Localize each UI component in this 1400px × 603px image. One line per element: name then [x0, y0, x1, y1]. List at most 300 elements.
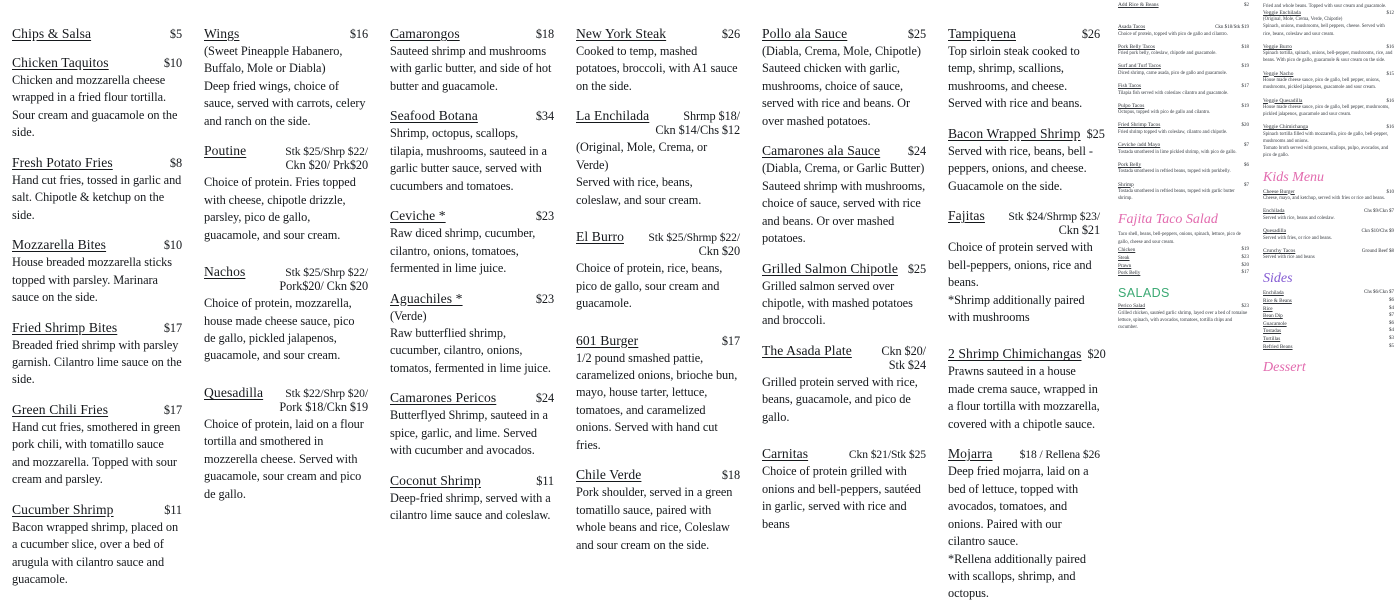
mini-item-description: Spinach tortilla filled with mozzarella, pico de gallo, bell-pepper, mushrooms and onions. Tomato broth served with prawns, scallops, pulpo, avocados, and pico de gallo. — [1263, 131, 1389, 159]
menu-item[interactable] — [948, 346, 1106, 433]
menu-item-price: $5 — [169, 27, 182, 41]
menu-item[interactable] — [12, 502, 182, 589]
menu-item-description: (Diabla, Crema, Mole, Chipotle) Sauteed chicken with garlic, mushrooms, choice of sauce, served with rice and beans. Or over mashed potatoes. — [762, 44, 921, 128]
menu-item-name: Fajitas — [948, 208, 985, 224]
mini-item-price: $17 — [1241, 84, 1249, 90]
menu-item[interactable] — [390, 473, 554, 525]
mini-menu-item[interactable] — [1118, 182, 1249, 203]
mini-left-column — [1110, 0, 1255, 500]
mini-menu-item-header — [1118, 142, 1249, 148]
fajita-salad-desc: Taco shell, beans, bell-peppers, onions, spinach, lettuce, pico de gallo, cheese and sour cream. — [1118, 232, 1241, 245]
menu-item-name: Mojarra — [948, 446, 993, 462]
mini-row-name: Enchilada — [1263, 290, 1284, 297]
menu-item-header — [390, 108, 554, 124]
menu-item-name: Chicken Taquitos — [12, 55, 109, 70]
mini-item-description: Tostada smothered in refried beans, topped with porkbelly. — [1118, 169, 1231, 175]
menu-item-description: Chicken and mozzarella cheese wrapped in a fried flour tortilla. Sour cream and guacamole on the side. — [12, 73, 178, 140]
menu-item-description: Sauteed shrimp and mushrooms with garlic butter, and side of hot butter and guacamole. — [390, 44, 552, 93]
menu-item-price: $18 — [721, 468, 740, 483]
mini-row-name: Steak — [1118, 254, 1130, 261]
menu-item-price: $24 — [535, 391, 554, 406]
menu-item[interactable] — [12, 155, 182, 224]
mini-item-name: Pulpo Tacos — [1118, 102, 1145, 109]
menu-item[interactable] — [576, 333, 740, 455]
menu-column-appetizers-1 — [0, 26, 192, 587]
menu-column-seafood — [378, 26, 564, 523]
menu-item[interactable] — [390, 390, 554, 459]
menu-item-price: $23 — [535, 209, 554, 224]
menu-item-name: Fried Shrimp Bites — [12, 319, 118, 335]
menu-item-description: Choice of protein grilled with onions and bell-peppers, sautéed in garlic, served with rice and beans — [762, 464, 921, 531]
menu-item-price: Ckn $21/Stk $25 — [848, 448, 926, 462]
mini-price-row[interactable] — [1263, 313, 1394, 319]
menu-item-price: $17 — [721, 333, 740, 348]
menu-item-header — [12, 237, 182, 253]
mini-row-name: Rice & Beans — [1263, 297, 1292, 304]
menu-item-price-secondary: Ckn $21 — [1058, 223, 1100, 238]
menu-item-name: Cucumber Shrimp — [12, 501, 114, 517]
mini-menu-item[interactable] — [1263, 124, 1394, 159]
mini-item-price: $10 — [1386, 189, 1394, 195]
mini-item-name: Cheese Burger — [1263, 188, 1295, 195]
mini-item-price: $18 — [1241, 44, 1249, 50]
menu-item-header — [948, 26, 1100, 42]
menu-item-header — [12, 320, 182, 336]
mini-row-name: Prawn — [1118, 262, 1132, 269]
mini-menu-item-header — [1263, 10, 1394, 16]
mini-sides-rows — [1263, 290, 1394, 349]
menu-item[interactable] — [12, 402, 182, 489]
menu-item-header — [204, 26, 368, 42]
menu-item-name: Poutine — [204, 143, 247, 159]
menu-item-price: $24 — [907, 144, 926, 159]
mini-price-row[interactable] — [1263, 336, 1394, 342]
mini-item-price: $16 — [1386, 98, 1394, 104]
menu-item[interactable] — [948, 446, 1100, 603]
mini-item-description: Tostada smothered in lime pickled shrimp, with pico de gallo. — [1118, 149, 1237, 155]
menu-item[interactable] — [948, 26, 1100, 113]
menu-item-header — [576, 333, 740, 349]
mini-item-name: Fish Tacos — [1118, 83, 1142, 90]
mini-menu-item-header — [1263, 71, 1394, 77]
menu-item[interactable] — [576, 108, 740, 209]
mini-item-name: Add Rice & Beans — [1118, 2, 1159, 8]
menu-item-name: Tampiquena — [948, 26, 1016, 41]
menu-item-price: $18 — [535, 27, 554, 41]
mini-price-row[interactable] — [1118, 247, 1249, 253]
menu-item-description: 1/2 pound smashed pattie, caramelized onions, brioche bun, mayo, house tarter, lettuce, tomatoes, and caramelized onions. Served with hand cut fries. — [576, 350, 738, 452]
mini-row-price: $5 — [1389, 343, 1394, 349]
menu-item[interactable] — [12, 26, 182, 42]
menu-column-entrees-1 — [564, 26, 750, 552]
menu-item-header — [390, 208, 554, 224]
menu-item-header — [390, 291, 554, 307]
mini-menu-item-header — [1263, 189, 1394, 195]
mini-item-price: $20 — [1241, 123, 1249, 129]
menu-item-name: Green Chili Fries — [12, 401, 109, 417]
mini-row-name: Guacamole — [1263, 320, 1287, 327]
mini-menu-item[interactable] — [1118, 63, 1249, 77]
mini-item-description: Served with rice, beans and coleslaw. — [1263, 215, 1335, 221]
menu-item-description: Grilled protein served with rice, beans, guacamole, and pico de gallo. — [762, 374, 918, 424]
mini-menu-item-header — [1118, 103, 1249, 109]
mini-menu-item[interactable] — [1263, 44, 1394, 65]
mini-item-price: $2 — [1244, 3, 1249, 8]
mini-item-description: Octopus, topped with pico de gallo and cilantro. — [1118, 110, 1211, 116]
mini-menu-item-header — [1118, 24, 1249, 30]
menu-item-description: Deep-fried shrimp, served with a cilantro lime sauce and coleslaw. — [390, 490, 551, 523]
menu-item[interactable] — [390, 291, 554, 378]
mini-top-note — [1118, 2, 1249, 8]
mini-row-price: $6 — [1389, 297, 1394, 303]
menu-item[interactable] — [576, 229, 740, 312]
mini-item-name: Veggie Enchilada — [1263, 9, 1301, 16]
menu-item-description: Choice of protein, mozzarella, house made cheese sauce, pico de gallo, pickled jalapenos, guacamole, and sour cream. — [204, 296, 355, 363]
mini-row-name: Bean Dip — [1263, 313, 1283, 320]
mini-item-name: Veggie Quesadilla — [1263, 97, 1303, 104]
menu-item-price: $25 — [907, 27, 926, 41]
menu-item[interactable] — [576, 26, 740, 95]
menu-item[interactable] — [762, 143, 926, 247]
menu-item-name: Camarongos — [390, 26, 460, 41]
menu-item[interactable] — [204, 264, 368, 365]
menu-item-description: Cooked to temp, mashed potatoes, broccoli, with A1 sauce on the side. — [576, 44, 738, 93]
menu-item-price: $8 — [169, 155, 182, 170]
mini-veggie-list — [1263, 10, 1394, 160]
menu-item-price: $18 / Rellena $26 — [1019, 448, 1100, 462]
menu-item-name: Wings — [204, 26, 240, 41]
mini-item-name: Shrimp — [1118, 181, 1134, 188]
mini-menu-item-header — [1118, 303, 1249, 309]
mini-item-name: Asada Tacos — [1118, 24, 1146, 30]
menu-item-price: $11 — [164, 502, 182, 517]
mini-item-description: Fried pork belly, coleslaw, chipotle and guacamole. — [1118, 51, 1217, 57]
mini-row-name: Rice — [1263, 305, 1273, 312]
mini-menu-item-header — [1118, 122, 1249, 128]
menu-item-header — [576, 26, 740, 42]
menu-item-price: $25 — [907, 261, 926, 276]
menu-item-header — [948, 208, 1100, 224]
menu-item-price: Stk $25/Shrmp $22/ — [648, 231, 740, 245]
mini-menu-item[interactable] — [1263, 71, 1394, 92]
menu-item[interactable] — [390, 208, 554, 277]
menu-item-description: (Sweet Pineapple Habanero, Buffalo, Mole or Diabla) Deep fried wings, choice of sauce, served with carrots, celery and ranch on the side. — [204, 44, 366, 128]
menu-item-price: Stk $25/Shrp $22/ — [285, 145, 368, 159]
menu-item-header — [762, 446, 926, 462]
fajita-salad-price-rows — [1118, 247, 1249, 276]
mini-item-name: Pork Belly Tacos — [1118, 43, 1155, 50]
mini-row-price: $17 — [1241, 270, 1249, 276]
menu-item-header — [12, 155, 182, 171]
menu-item-price: Stk $25/Shrp $22/ — [285, 266, 368, 280]
menu-item-name: La Enchilada — [576, 108, 650, 124]
mini-price-row[interactable] — [1263, 306, 1394, 312]
mini-menu-item[interactable] — [1263, 98, 1394, 119]
mini-menu-item[interactable] — [1118, 303, 1249, 331]
menu-item-description: Choice of protein. Fries topped with cheese, chipotle drizzle, parsley, pico de gallo, guacamole, and sour cream. — [204, 175, 356, 242]
mini-tostadas-list — [1118, 142, 1249, 202]
menu-item-header — [204, 264, 368, 280]
mini-top-desc: Fried and whole beans. Topped with sour cream and guacamole. — [1263, 3, 1387, 9]
menu-item-description: Shrimp, octopus, scallops, tilapia, mushrooms, sauteed in a garlic butter sauce, served with cucumbers and tomatoes. — [390, 126, 547, 193]
menu-item-price-secondary: Ckn $20 — [698, 244, 740, 259]
menu-item-name: Mozzarella Bites — [12, 237, 107, 253]
mini-menu-item-header — [1118, 83, 1249, 89]
mini-row-name: Tostadas — [1263, 328, 1282, 335]
menu-item-header — [762, 26, 926, 42]
menu-item[interactable] — [948, 125, 1105, 195]
mini-menu-item[interactable] — [1263, 248, 1394, 262]
menu-item-name: Seafood Botana — [390, 108, 478, 124]
mini-tacos-list — [1118, 24, 1249, 136]
mini-menu-item[interactable] — [1118, 44, 1249, 58]
section-title-kids-menu: Kids Menu — [1263, 169, 1325, 185]
menu-item[interactable] — [204, 385, 368, 503]
mini-row-price: Chs $6/Ckn $7 — [1363, 290, 1394, 296]
mini-item-price: $7 — [1244, 182, 1249, 188]
mini-menu-item[interactable] — [1118, 142, 1249, 156]
mini-menu-item-header — [1263, 208, 1394, 214]
mini-item-price: $16 — [1386, 44, 1394, 50]
menu-item-name: 2 Shrimp Chimichangas — [948, 346, 1082, 362]
menu-item-name: Grilled Salmon Chipotle — [762, 260, 898, 276]
mini-price-row[interactable] — [1118, 270, 1249, 276]
menu-item-price: $23 — [535, 291, 554, 306]
mini-item-name: Ceviche /add Mayo — [1118, 142, 1161, 149]
mini-item-price: Ground Beef $8 — [1361, 248, 1394, 254]
menu-item-price: $10 — [163, 56, 182, 70]
menu-item-description: Raw diced shrimp, cucumber, cilantro, onions, tomatoes, fermented in lime juice. — [390, 226, 536, 276]
menu-item-header — [12, 502, 182, 518]
section-title-salads: SALADS — [1118, 286, 1170, 301]
menu-item-description: (Original, Mole, Crema, or Verde) Served with rice, beans, coleslaw, and sour cream. — [576, 140, 708, 207]
menu-item[interactable] — [12, 237, 182, 306]
menu-item[interactable] — [204, 26, 368, 130]
mini-item-price: $6 — [1244, 162, 1249, 168]
mini-item-name: Quesadilla — [1263, 228, 1287, 234]
mini-menu-item-header — [1118, 182, 1249, 188]
menu-item-description: Served with rice, beans, bell - peppers, onions, and cheese. Guacamole on the side. — [948, 143, 1093, 193]
mini-item-price: $23 — [1241, 304, 1249, 310]
mini-item-name: Enchilada — [1263, 208, 1285, 215]
mini-price-row[interactable] — [1263, 344, 1394, 350]
menu-item-price: Ckn $20/ — [881, 343, 926, 358]
mini-price-row[interactable] — [1118, 263, 1249, 269]
mini-menu-item[interactable] — [1118, 122, 1249, 136]
menu-item-description: Pork shoulder, served in a green tomatillo sauce, paired with whole beans and rice, Coleslaw and sour cream on the side. — [576, 485, 733, 552]
menu-item[interactable] — [762, 26, 926, 130]
mini-item-description: Diced shrimp, carne asada, pico de gallo and guacamole. — [1118, 70, 1228, 76]
mini-item-description: Served with rice and beans — [1263, 255, 1315, 261]
menu-item-name: New York Steak — [576, 26, 667, 41]
menu-item-price: $17 — [163, 402, 182, 417]
menu-item-description: House breaded mozzarella sticks topped with parsley. Marinara sauce on the side. — [12, 255, 172, 305]
menu-item[interactable] — [390, 108, 554, 195]
menu-item-description: Hand cut fries, smothered in green pork chili, with tomatillo sauce and mozzarella. Topped with sour cream and parsley. — [12, 419, 181, 487]
mini-row-name: Tortillas — [1263, 335, 1281, 342]
menu-item-header — [576, 108, 740, 124]
menu-item-description: Grilled salmon served over chipotle, with mashed potatoes and broccoli. — [762, 278, 913, 328]
menu-item[interactable] — [204, 143, 368, 244]
mini-item-description: House made cheese sauce, pico de gallo, bell pepper, mushrooms, pickled jalapenos, guacamole and sour cream. — [1263, 105, 1390, 118]
mini-menu-item[interactable] — [1118, 83, 1249, 97]
mini-price-row[interactable] — [1263, 321, 1394, 327]
mini-item-name: Fried Shrimp Tacos — [1118, 122, 1161, 129]
menu-item[interactable] — [12, 55, 182, 142]
menu-item-price-secondary: Stk $24 — [888, 357, 926, 372]
menu-column-appetizers-2 — [192, 26, 378, 500]
mini-row-price: $7 — [1389, 313, 1394, 319]
mini-row-name: Pork Belly — [1118, 270, 1141, 277]
mini-item-description: Spinach tortilla, spinach, onions, bell-pepper, mushrooms, rice, and beans. With pico de gallo, guacamole & sour cream on the side. — [1263, 51, 1393, 64]
menu-item-price: $20 — [1087, 347, 1106, 362]
menu-item-header — [390, 473, 554, 489]
menu-item-price: $26 — [1081, 27, 1100, 41]
mini-row-price: $4 — [1389, 305, 1394, 311]
mini-menu-item-header — [1263, 98, 1394, 104]
menu-item-name: Chips & Salsa — [12, 26, 92, 41]
menu-item-price: $34 — [535, 109, 554, 124]
section-title-sides: Sides — [1263, 271, 1293, 287]
mini-item-description: Tostada smothered in refried beans, topped with garlic butter shrimp. — [1118, 189, 1235, 202]
mini-row-price: $6 — [1389, 320, 1394, 326]
mini-item-price: $15 — [1386, 71, 1394, 77]
menu-item-header — [576, 229, 740, 245]
mini-item-price: $19 — [1241, 64, 1249, 70]
menu-item[interactable] — [762, 446, 926, 533]
mini-item-name: Perico Salad — [1118, 303, 1146, 310]
mini-salads-list — [1118, 303, 1249, 331]
mini-menu-item[interactable] — [1263, 10, 1394, 38]
secondary-menu-page-preview — [1110, 0, 1400, 500]
menu-item-description: Choice of protein, rice, beans, pico de gallo, sour cream and guacamole. — [576, 261, 723, 311]
menu-item[interactable] — [576, 467, 740, 554]
menu-item-header — [762, 261, 926, 277]
mini-price-row[interactable] — [1263, 298, 1394, 304]
menu-item-header — [204, 143, 368, 159]
menu-item[interactable] — [390, 26, 554, 95]
menu-item-name: The Asada Plate — [762, 342, 852, 358]
mini-item-description: Tilapia fish served with coleslaw cilantro and guacamole. — [1118, 90, 1229, 96]
menu-item[interactable] — [948, 208, 1100, 326]
menu-item-price: $25 — [1086, 126, 1105, 141]
menu-item-description: (Diabla, Crema, or Garlic Butter) Sauteed shrimp with mushrooms, choice of sauce, served with rice and beans. Or over mashed potatoes. — [762, 161, 926, 246]
menu-item-name: 601 Burger — [576, 332, 639, 348]
menu-item-name: Camarones ala Sauce — [762, 143, 881, 159]
mini-item-description: Fried shrimp topped with coleslaw, cilantro and chipotle. — [1118, 129, 1228, 135]
menu-item[interactable] — [12, 320, 182, 389]
mini-kids-list — [1263, 189, 1394, 262]
menu-item-header — [12, 55, 182, 71]
menu-column-entrees-2 — [750, 26, 936, 531]
menu-item-description: Choice of protein served with bell-peppers, onions, rice and beans. *Shrimp additionally paired with mushrooms — [948, 240, 1093, 324]
mini-menu-item-header — [1263, 228, 1394, 234]
mini-menu-item[interactable] — [1118, 24, 1249, 38]
mini-menu-item[interactable] — [1263, 208, 1394, 222]
mini-menu-item-header — [1263, 248, 1394, 254]
section-title-fajita-taco-salad: Fajita Taco Salad — [1118, 212, 1218, 228]
menu-item-name: Camarones Pericos — [390, 390, 497, 406]
section-title-dessert: Dessert — [1263, 359, 1306, 375]
menu-item-description: Bacon wrapped shrimp, placed on a cucumber slice, over a bed of arugula with cilantro sauce and guacamole. — [12, 519, 179, 587]
menu-item-name: Quesadilla — [204, 384, 264, 400]
menu-item-price-secondary: Ckn $14/Chs $12 — [655, 123, 740, 138]
mini-item-description: House made cheese sauce, pico de gallo, bell pepper, onions, mushrooms, pickled jalapenos, guacamole and sour cream. — [1263, 78, 1380, 91]
menu-item-description: Hand cut fries, tossed in garlic and salt. Chipotle & ketchup on the side. — [12, 172, 182, 222]
mini-item-price: $7 — [1244, 143, 1249, 149]
menu-item-header — [762, 343, 926, 359]
menu-item-name: Fresh Potato Fries — [12, 154, 113, 170]
menu-item-description: Butterflyed Shrimp, sauteed in a spice, garlic, and lime. Served with cucumber and avocados. — [390, 408, 548, 458]
menu-item-header — [390, 26, 554, 42]
mini-item-name: Veggie Chimichanga — [1263, 124, 1309, 131]
menu-item-price-secondary: Pork $18/Ckn $19 — [279, 399, 368, 414]
mini-row-price: $4 — [1389, 328, 1394, 334]
menu-item-price-secondary: Pork$20/ Ckn $20 — [279, 279, 368, 294]
mini-menu-item[interactable] — [1263, 189, 1394, 203]
mini-item-description: Grilled chicken, sautéed garlic shrimp, layed over a bed of romaine lettuce, spinach, with avocados, tomatoes, tortilla chips and cucumber. — [1118, 310, 1248, 330]
menu-item-description: Deep fried mojarra, laid on a bed of lettuce, topped with avocados, tomatoes, and onions. Paired with our cilantro sauce. *Rellena additionally paired with scallops, shrimp, and octopus. — [948, 464, 1089, 601]
menu-item-header — [390, 390, 554, 406]
menu-item-header — [576, 467, 740, 483]
menu-item-price: $26 — [721, 27, 740, 41]
menu-item-header — [948, 346, 1106, 362]
mini-menu-item-header — [1118, 44, 1249, 50]
menu-item-name: Carnitas — [762, 446, 809, 462]
mini-item-description: Cheese, mayo, and ketchup, served with fries or rice and beans. — [1263, 196, 1386, 202]
menu-item-price: $17 — [163, 320, 182, 335]
mini-item-price: $12 — [1386, 10, 1394, 16]
mini-item-description: Choice of protein, topped with pico de gallo and cilantro. — [1118, 31, 1228, 37]
menu-column-entrees-3 — [936, 26, 1110, 601]
mini-row-price: $20 — [1241, 262, 1249, 268]
menu-item-name: Aguachiles * — [390, 290, 463, 306]
mini-item-description: Served with fries, or rice and beans. — [1263, 235, 1332, 241]
mini-menu-item[interactable] — [1263, 228, 1394, 242]
mini-item-name: Veggie Burro — [1263, 43, 1292, 50]
mini-price-row[interactable] — [1263, 290, 1394, 296]
mini-item-name: Surf and Turf Tacos — [1118, 63, 1161, 70]
mini-item-description: (Original, Mole, Crema, Verde, Chipotle) Spinach, onions, mushrooms, bell peppers, cheese. Served with rice, beans, coleslaw and sour cream. — [1263, 17, 1385, 37]
mini-item-price: Chs $9/Ckn $7 — [1363, 209, 1394, 215]
mini-row-name: Refried Beans — [1263, 343, 1293, 350]
menu-item-price: Stk $22/Shrp $20/ — [285, 386, 368, 400]
menu-item-description: Choice of protein, laid on a flour tortilla and smothered in mozzerella cheese. Served with guacamole, sour cream and pico de gallo. — [204, 416, 364, 501]
menu-item-header — [762, 143, 926, 159]
mini-item-price: $16 — [1386, 125, 1394, 131]
menu-item-price: $16 — [349, 27, 368, 41]
menu-item[interactable] — [762, 261, 926, 330]
menu-item-header — [12, 26, 182, 42]
menu-item-price: $11 — [536, 473, 554, 488]
mini-menu-item[interactable] — [1118, 103, 1249, 117]
menu-item-description: Top sirloin steak cooked to temp, shrimp, scallions, mushrooms, and cheese. Served with rice and beans. — [948, 44, 1083, 111]
mini-price-row[interactable] — [1118, 255, 1249, 261]
mini-item-price: Ckn $18/Stk $19 — [1215, 25, 1249, 30]
menu-item-header — [204, 385, 368, 401]
mini-price-row[interactable] — [1263, 328, 1394, 334]
menu-item-header — [948, 446, 1100, 462]
mini-menu-item[interactable] — [1118, 162, 1249, 176]
mini-item-name: Crunchy Tacos — [1263, 247, 1296, 254]
mini-item-name: Pork Belly — [1118, 161, 1142, 168]
menu-item-price: Shrmp $18/ — [683, 109, 740, 124]
menu-item[interactable] — [762, 343, 926, 426]
mini-row-price: $19 — [1241, 247, 1249, 253]
menu-item-name: Pollo ala Sauce — [762, 26, 848, 41]
menu-item-name: Chile Verde — [576, 467, 642, 483]
mini-row-name: Chicken — [1118, 247, 1136, 254]
